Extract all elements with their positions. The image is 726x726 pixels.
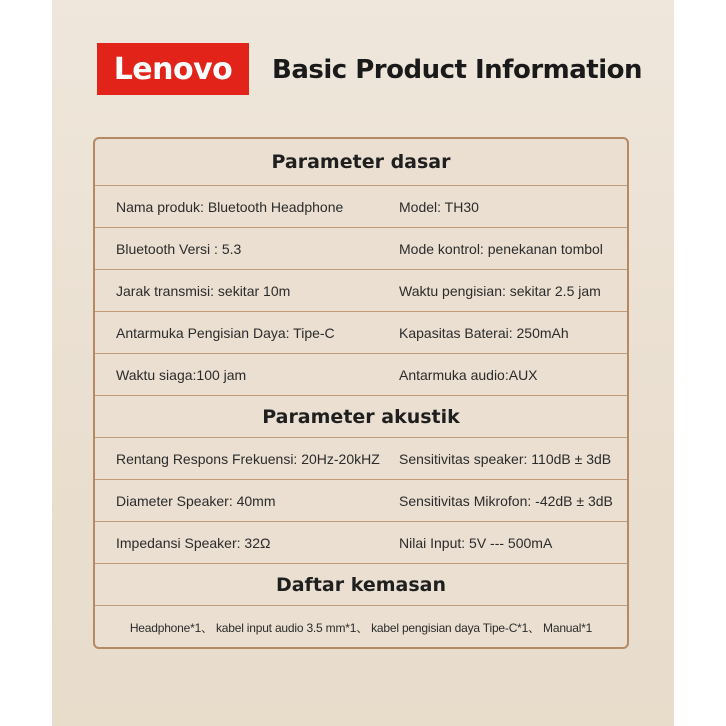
spec-cell: Kapasitas Baterai: 250mAh [399,325,569,341]
spec-cell: Nama produk: Bluetooth Headphone [116,199,344,215]
spec-cell: Antarmuka Pengisian Daya: Tipe-C [116,325,335,341]
section-title-text: Daftar kemasan [275,574,447,596]
spec-cell: Rentang Respons Frekuensi: 20Hz-20kHZ [116,451,380,467]
table-row [95,185,627,228]
table-row [95,605,627,648]
spec-table [93,137,629,649]
spec-cell: Diameter Speaker: 40mm [116,493,276,509]
spec-cell: Waktu siaga:100 jam [116,367,247,383]
table-row [95,227,627,270]
table-row [95,353,627,396]
spec-cell: Waktu pengisian: sekitar 2.5 jam [399,283,601,299]
section-title-text: Parameter dasar [271,151,451,173]
page-title: Basic Product Information [272,55,642,85]
table-row [95,437,627,480]
section-title-basic [95,139,627,185]
table-row [95,311,627,354]
table-row [95,479,627,522]
spec-cell: Antarmuka audio:AUX [399,367,538,383]
spec-cell: Impedansi Speaker: 32Ω [116,535,271,551]
table-row [95,521,627,564]
lenovo-logo: Lenovo [97,43,249,95]
section-title-package [95,563,627,606]
spec-cell: Jarak transmisi: sekitar 10m [116,283,291,299]
spec-cell: Sensitivitas speaker: 110dB ± 3dB [399,451,612,467]
section-title-acoustic [95,395,627,438]
spec-cell: Mode kontrol: penekanan tombol [399,241,603,257]
table-row [95,269,627,312]
spec-cell: Nilai Input: 5V --- 500mA [399,535,553,551]
spec-cell: Bluetooth Versi : 5.3 [116,241,242,257]
package-contents: Headphone*1、 kabel input audio 3.5 mm*1、 kabel pengisian daya Tipe-C*1、 Manual*1 [129,620,593,635]
section-title-text: Parameter akustik [262,406,460,428]
spec-cell: Sensitivitas Mikrofon: -42dB ± 3dB [399,493,613,509]
spec-cell: Model: TH30 [399,199,479,215]
